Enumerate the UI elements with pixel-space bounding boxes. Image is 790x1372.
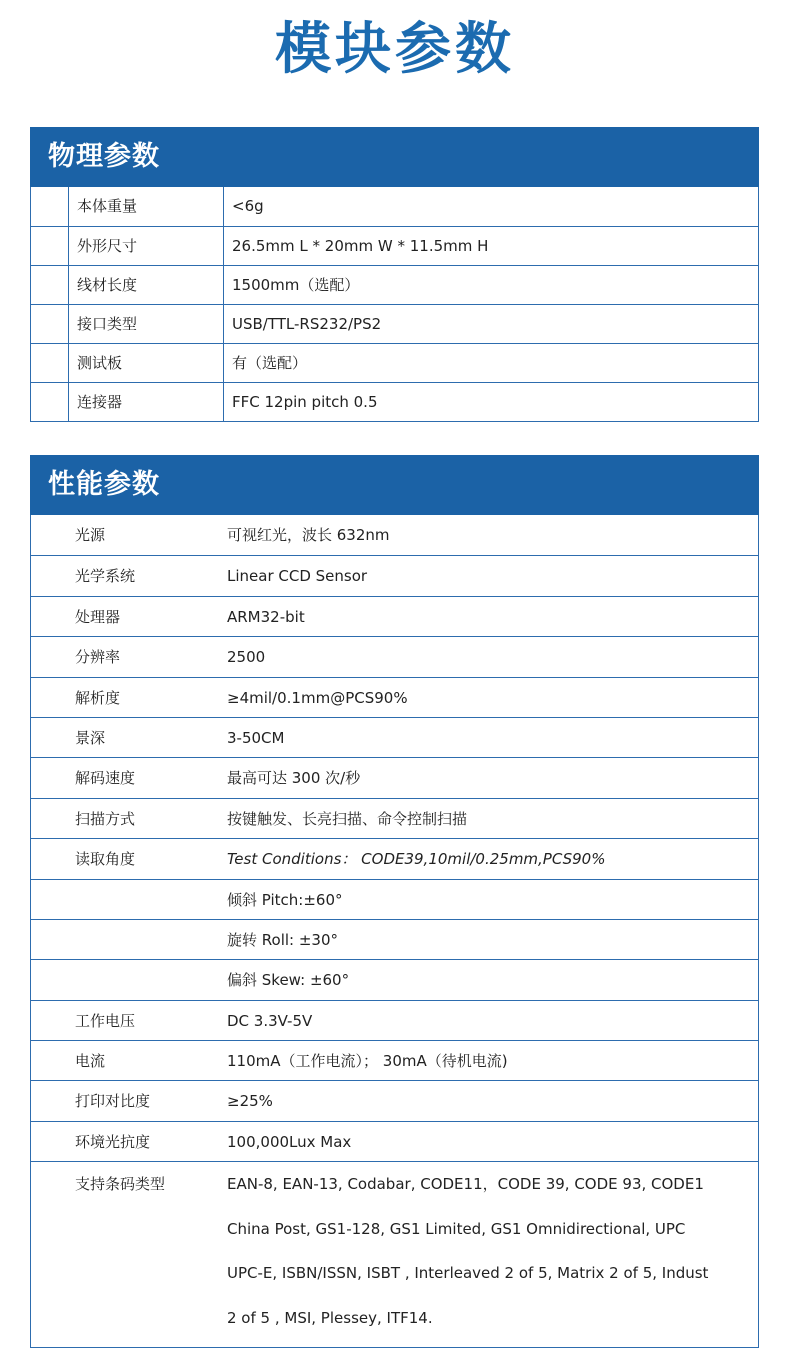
param-label — [31, 920, 227, 959]
table-row — [31, 798, 758, 838]
barcode-line: China Post, GS1-128, GS1 Limited, GS1 Omnidirectional, UPC — [227, 1219, 686, 1238]
param-value: 110mA（工作电流）； 30mA（待机电流) — [227, 1052, 508, 1071]
table-row — [31, 636, 758, 676]
table-row — [31, 879, 758, 919]
table-row — [31, 838, 758, 878]
param-value: 3-50CM — [227, 728, 285, 747]
param-label: 线材长度 — [69, 266, 224, 304]
param-label: 外形尺寸 — [69, 227, 224, 265]
physical-params-heading: 物理参数 — [30, 127, 759, 187]
param-value: DC 3.3V-5V — [227, 1011, 313, 1030]
param-label: 电流 — [75, 1052, 106, 1071]
param-label: 连接器 — [69, 383, 224, 421]
barcode-line: EAN-8, EAN-13, Codabar, CODE11，CODE 39, CODE 93, CODE1 — [227, 1175, 704, 1194]
table-row — [31, 1080, 758, 1120]
table-row — [31, 265, 758, 304]
performance-params-heading: 性能参数 — [30, 455, 759, 515]
param-value: FFC 12pin pitch 0.5 — [232, 393, 378, 411]
param-label: 光学系统 — [75, 567, 136, 586]
table-row — [31, 555, 758, 595]
barcode-line: 2 of 5 , MSI, Plessey, ITF14. — [227, 1308, 433, 1327]
param-value: <6g — [232, 197, 264, 215]
table-row — [31, 187, 758, 226]
param-label: 支持条码类型 — [75, 1175, 166, 1194]
param-label: 景深 — [75, 728, 106, 747]
param-value: USB/TTL-RS232/PS2 — [232, 315, 382, 333]
table-row — [31, 1000, 758, 1040]
param-value: 偏斜 Skew: ±60° — [227, 971, 350, 990]
param-value: 100,000Lux Max — [227, 1132, 352, 1151]
param-value: 旋转 Roll: ±30° — [227, 930, 339, 949]
table-row — [31, 515, 758, 555]
table-row — [31, 304, 758, 343]
table-row-barcode-types — [31, 1161, 758, 1347]
param-label: 分辨率 — [75, 648, 121, 667]
table-row — [31, 717, 758, 757]
table-row — [31, 919, 758, 959]
param-value: 有（选配） — [232, 354, 308, 372]
param-value: 最高可达 300 次/秒 — [227, 769, 361, 788]
param-value: 按键触发、长亮扫描、命令控制扫描 — [227, 809, 468, 828]
performance-params-section — [30, 455, 759, 1348]
param-value: ≥4mil/0.1mm@PCS90% — [227, 688, 408, 707]
param-value: 1500mm（选配） — [232, 276, 360, 294]
param-label: 解码速度 — [75, 769, 136, 788]
physical-params-table — [30, 187, 759, 422]
table-row — [31, 1121, 758, 1161]
param-label: 解析度 — [75, 688, 121, 707]
param-value: 26.5mm L * 20mm W * 11.5mm H — [232, 237, 489, 255]
physical-params-section — [30, 127, 759, 422]
table-row — [31, 343, 758, 382]
param-value: 2500 — [227, 648, 266, 667]
param-value: 可视红光，波长 632nm — [227, 526, 390, 544]
table-row — [31, 757, 758, 797]
param-label: 测试板 — [69, 344, 224, 382]
param-value: ≥25% — [227, 1092, 273, 1111]
param-label: 处理器 — [75, 607, 121, 626]
param-label: 工作电压 — [75, 1011, 136, 1030]
param-label — [31, 880, 227, 919]
param-value: ARM32-bit — [227, 607, 305, 626]
barcode-line: UPC-E, ISBN/ISSN, ISBT , Interleaved 2 of 5, Matrix 2 of 5, Indust — [227, 1264, 709, 1283]
table-row — [31, 1040, 758, 1080]
param-value: Linear CCD Sensor — [227, 567, 368, 586]
param-value: 倾斜 Pitch:±60° — [227, 890, 343, 909]
param-label: 本体重量 — [69, 187, 224, 226]
table-row — [31, 382, 758, 421]
param-label: 接口类型 — [69, 305, 224, 343]
table-row — [31, 226, 758, 265]
param-label: 读取角度 — [75, 850, 136, 869]
table-row — [31, 596, 758, 636]
param-label: 光源 — [75, 526, 106, 544]
page-title: 模块参数 — [275, 17, 515, 82]
performance-params-table — [30, 515, 759, 1348]
table-row — [31, 959, 758, 999]
table-row — [31, 677, 758, 717]
param-label: 打印对比度 — [75, 1092, 151, 1111]
param-label: 环境光抗度 — [75, 1132, 151, 1151]
param-value — [227, 1162, 758, 1347]
param-label — [31, 960, 227, 999]
param-label: 扫描方式 — [75, 809, 136, 828]
param-value: Test Conditions： CODE39,10mil/0.25mm,PCS90% — [227, 850, 606, 869]
